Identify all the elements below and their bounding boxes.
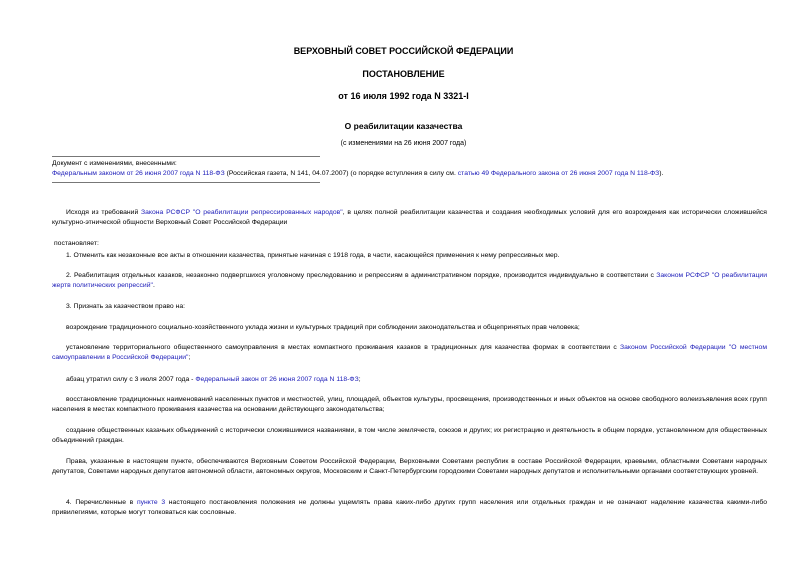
self-government-law-link[interactable]: Законом Российской Федерации "О местном самоуправлении в Российской Федерации" — [52, 344, 767, 362]
repeal-law-link[interactable]: Федеральный закон от 26 июня 2007 года N 118-ФЗ — [195, 376, 359, 383]
changes-intro: Документ с изменениями, внесенными: — [52, 160, 177, 167]
paragraph-3-item-5: создание общественных казачьих объединений с исторически сложившимися названиями, в том числе землячеств, союзов и других; их регистрацию и деятельность в общем порядке, установленном для общественных объединений граждан. — [52, 427, 767, 445]
point-3-link[interactable]: пункте 3 — [136, 499, 166, 506]
revision-note: (с изменениями на 26 июня 2007 года) — [340, 140, 467, 147]
paragraph-3-item-4: восстановление традиционных наименований населенных пунктов и местностей, улиц, площадей, объектов культуры, просвещения, производственных и иных объектов на основе свободного волеизъявления всех групп населения в местах компактного проживания казачества на основании действующего законодательства; — [52, 396, 767, 414]
paragraph-3-item-2-text-b: ; — [188, 354, 191, 362]
paragraph-3-item-2-text-a: установление территориального общественного самоуправления в местах компактного проживания казаков в традиционных для казачества формах в соответствии с — [66, 344, 621, 351]
paragraph-3-item-3-text-b: ; — [358, 376, 361, 383]
date-number: от 16 июля 1992 года N 3321-I — [338, 91, 469, 101]
paragraph-4-text-a: 4. Перечисленные в — [66, 499, 137, 506]
paragraph-3-item-2 — [52, 343, 767, 364]
decrees-label: постановляет: — [54, 240, 99, 247]
paragraph-2-text-b: . — [152, 282, 155, 290]
intro-text-b: , в целях полной реабилитации казачества и создания необходимых условий для его возрождения как исторически сложившейся культурно-этнической общности Верховный Совет Российской Федерации — [52, 209, 767, 227]
intro-law-link[interactable]: Закона РСФСР "О реабилитации репрессированных народов" — [141, 209, 343, 216]
bottom-divider — [52, 182, 320, 183]
changes-link-law[interactable]: Федеральным законом от 26 июня 2007 года N 118-ФЗ — [52, 170, 225, 177]
paragraph-3-item-1: возрождение традиционного социально-хозяйственного уклада жизни и культурных традиций при соблюдении законодательства и общепринятых прав человека; — [66, 324, 580, 331]
paragraph-1: 1. Отменить как незаконные все акты в отношении казачества, принятые начиная с 1918 года, в части, касающейся применения к нему репрессивных мер. — [66, 252, 560, 259]
paragraph-2-law-link[interactable]: Законом РСФСР "О реабилитации жертв политических репрессий" — [52, 272, 767, 290]
paragraph-3: 3. Признать за казачеством право на: — [66, 303, 185, 310]
changes-block — [52, 159, 772, 179]
paragraph-4 — [52, 498, 767, 519]
document-type: ПОСТАНОВЛЕНИЕ — [362, 69, 445, 79]
paragraph-2 — [52, 271, 767, 292]
paragraph-4-text-b: настоящего постановления положения не должны ущемлять права каких-либо других групп населения или отдельных граждан и не означают наделение казачества какими-либо привилегиями, которые могут толковаться как сословные. — [52, 499, 767, 517]
intro-text-a: Исходя из требований — [66, 209, 142, 216]
changes-link-article[interactable]: статью 49 Федерального закона от 26 июня 2007 года N 118-ФЗ — [457, 170, 660, 177]
paragraph-3-item-3 — [52, 375, 767, 385]
top-divider — [52, 156, 320, 157]
issuer-heading: ВЕРХОВНЫЙ СОВЕТ РОССИЙСКОЙ ФЕДЕРАЦИИ — [293, 46, 514, 56]
changes-line — [52, 169, 772, 179]
changes-text1: (Российская газета, N 141, 04.07.2007) (о порядке вступления в силу см. — [224, 170, 458, 177]
paragraph-3-item-3-text-a: абзац утратил силу с 3 июля 2007 года - — [66, 376, 196, 383]
intro-paragraph — [52, 208, 767, 229]
paragraph-2-text-a: 2. Реабилитация отдельных казаков, незаконно подвергшихся уголовному преследованию и репрессиям в административном порядке, производится индивидуально в соответствии с — [66, 272, 657, 279]
changes-text2: ). — [659, 170, 664, 177]
document-title: О реабилитации казачества — [344, 121, 463, 131]
paragraph-3-rights: Права, указанные в настоящем пункте, обеспечиваются Верховным Советом Российской Федерации, Верховными Советами республик в составе Российской Федерации, краевыми, областными Советами народных депутатов, Советами народных депутатов автономной области, автономных округов, Московским и Санкт-Петербургским городскими Советами народных депутатов и исполнительными органами соответствующих уровней. — [52, 458, 767, 476]
